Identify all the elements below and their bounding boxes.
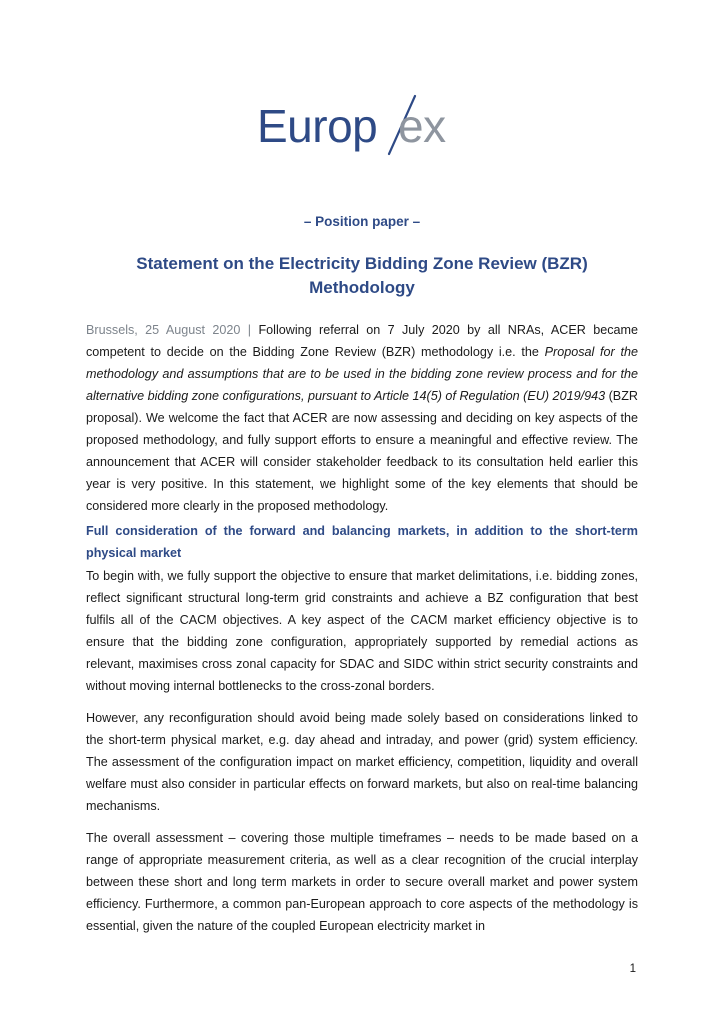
body-paragraph-1: To begin with, we fully support the objective to ensure that market delimitations, i.e. bidding zones, reflect significant structural long-term grid constraints and achieve a BZ configuration that best fulfils all of the CACM objectives. A key aspect of the CACM market efficiency objective is to ensure that the bidding zone configuration, appropriately supported by remedial actions as relevant, maximises cross zonal capacity for SDAC and SIDC within strict security constraints and without moving internal bottlenecks to the cross-zonal borders.: [86, 569, 638, 693]
intro-paragraph: [86, 319, 638, 517]
section-heading: Full consideration of the forward and balancing markets, in addition to the short-term physical market: [86, 524, 638, 560]
document-title: Statement on the Electricity Bidding Zone Review (BZR) Methodology: [136, 254, 588, 297]
dateline: Brussels, 25 August 2020 |: [86, 323, 252, 337]
document-kicker: – Position paper –: [303, 214, 421, 229]
europex-logo: [257, 92, 477, 162]
body-paragraph-2: However, any reconfiguration should avoid being made solely based on considerations linked to the short-term physical market, e.g. day ahead and intraday, and power (grid) system efficiency. The assessment of the configuration impact on market efficiency, competition, liquidity and overall welfare must also consider in particular effects on forward markets, but also on real-time balancing mechanisms.: [86, 711, 638, 813]
intro-text-2: (BZR proposal). We welcome the fact that ACER are now assessing and deciding on key aspects of the proposed methodology, and fully support efforts to ensure a meaningful and effective review. The announcement that ACER will consider stakeholder feedback to its consultation held earlier this year is very positive. In this statement, we highlight some of the key elements that should be considered more clearly in the proposed methodology.: [86, 389, 638, 513]
intro-italic-title: Proposal for the methodology and assumptions that are to be used in the bidding zone review process and for the alternative bidding zone configurations, pursuant to Article 14(5) of Regulation (EU) 2019/943: [86, 345, 638, 403]
body-paragraph-3: The overall assessment – covering those multiple timeframes – needs to be made based on a range of appropriate measurement criteria, as well as a clear recognition of the crucial interplay between these short and long term markets in order to secure overall market and power system efficiency. Furthermore, a common pan-European approach to core aspects of the methodology is essential, given the nature of the coupled European electricity market in: [86, 831, 638, 933]
intro-text-1: Following referral on 7 July 2020 by all NRAs, ACER became competent to decide on the Bidding Zone Review (BZR) methodology i.e. the: [86, 323, 639, 359]
logo-text-primary: Europ: [257, 100, 378, 152]
logo-text-secondary: ex: [398, 100, 446, 152]
page-number: 1: [629, 963, 636, 975]
